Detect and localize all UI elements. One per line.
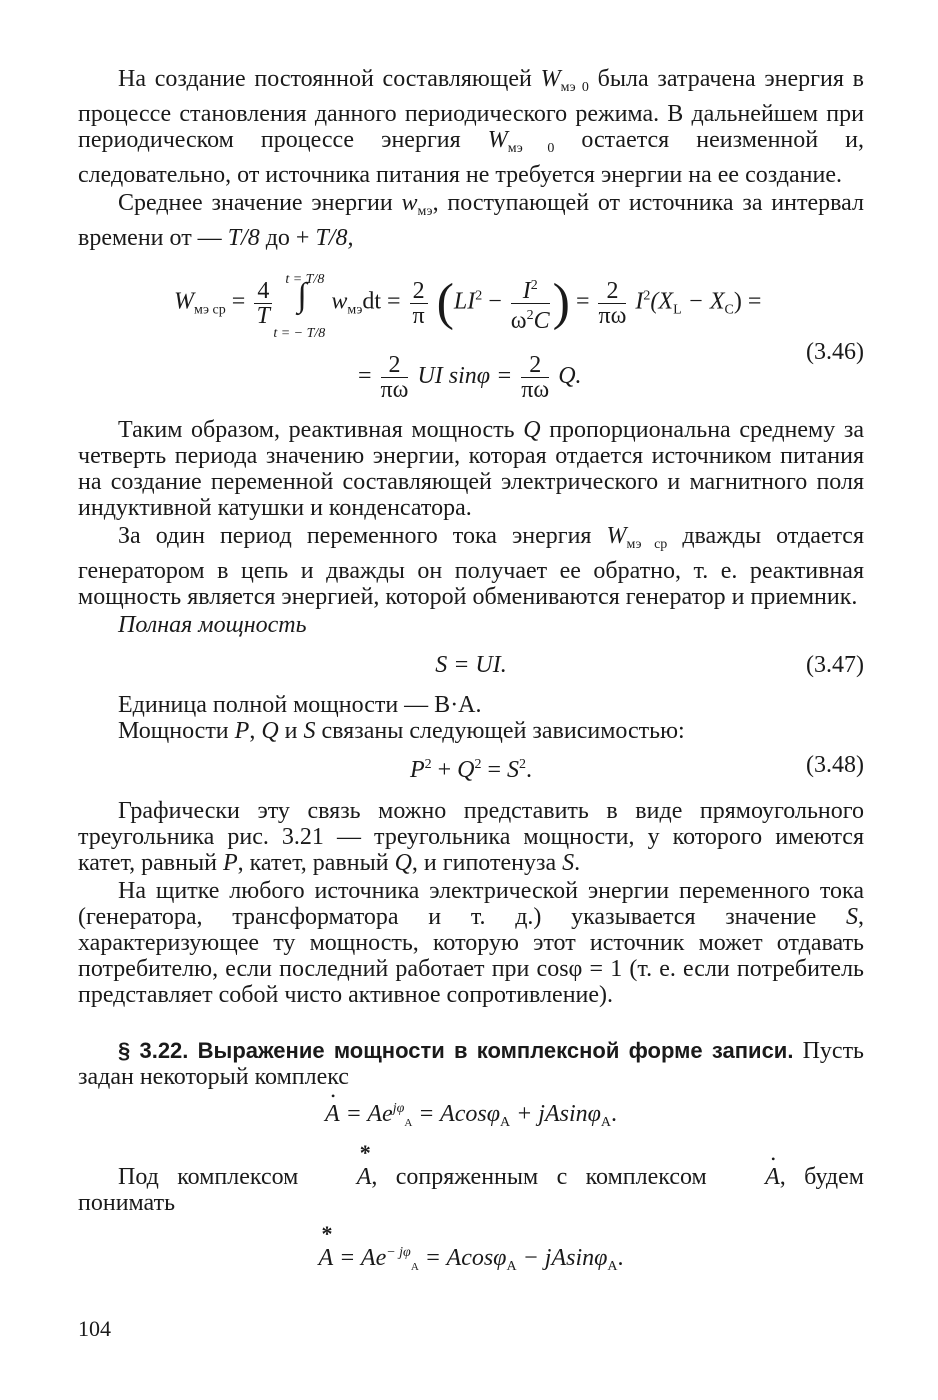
equation-number: (3.47)	[806, 652, 864, 678]
equation-conjugate-A: A * = $Ae^{- j\varphi}_A = Acos\varphi_A - jAsin\varphi_A$.	[78, 1240, 864, 1274]
equation-3-46-line1: $W_{мэ ср}$ = $\frac{4}{T}$ t = T/8 ∫ t = − T/8 $w_{мэ}dt$ = $\frac{2}{\pi}$ ($LI^2$ − $\frac{I^2}{\omega^2C}$ ) = $\frac{2}{\pi\omega}$ $I^2(X_L - X_C)$ =	[174, 272, 762, 341]
paragraph-3: Таким образом, реактивная мощность Q пропорциональна среднему за четверть периода значению энергии, которая отдается источником питания на создание переменной составляющей электрического и магнитного поля индуктивной катушки и конденсатора.	[78, 417, 865, 521]
integral-sign: t = T/8 ∫ t = − T/8	[273, 272, 326, 341]
subheading-full-power: Полная мощность	[118, 612, 307, 638]
equation-number: (3.46)	[806, 339, 864, 365]
paragraph-1: На создание постоянной составляющей $W_{мэ 0}$ была затрачена энергия в процессе становления данного периодического режима. В дальнейшем при периодическом процессе энергия $W_{мэ 0}$ остается неизменной и, следовательно, от источника питания не требуется энергии на ее создание.	[78, 66, 865, 188]
paragraph-5: Единица полной мощности — В·А.	[118, 692, 482, 718]
equation-3-47: S = UI. (3.47)	[435, 652, 864, 678]
paragraph-6: Мощности P, Q и S связаны следующей зависимостью:	[118, 718, 685, 744]
equation-number: (3.48)	[806, 752, 864, 778]
paragraph-2: Среднее значение энергии $w_{мэ}$, поступающей от источника за интервал времени от — T/8 до + T/8,	[78, 190, 864, 251]
paragraph-7: Графически эту связь можно представить в виде прямоугольного треугольника рис. 3.21 — треугольника мощности, у которого имеются катет, равный P, катет, равный Q, и гипотенуза S.	[78, 798, 864, 876]
paragraph-9: Под комплексом A *, сопряженным с комплексом A •, будем понимать	[78, 1164, 864, 1216]
paragraph-4: За один период переменного тока энергия $W_{мэ ср}$ дважды отдается генератором в цепь и дважды он получает ее обратно, т. е. реактивная мощность является энергией, которой обмениваются генератор и приемник.	[78, 523, 864, 610]
equation-3-46-line2: = $\frac{2}{\pi\omega}$ UI sinφ = $\frac{2}{\pi\omega}$ Q. (3.46)	[358, 339, 864, 403]
page-body	[78, 66, 864, 1274]
section-heading: § 3.22. Выражение мощности в комплексной форме записи. Пусть задан некоторый комплекс	[78, 1038, 864, 1090]
equation-complex-A: A • = $Ae^{j\varphi}_A = Acos\varphi_A + jAsin\varphi_A$.	[78, 1096, 864, 1130]
page-number: 104	[78, 1316, 111, 1341]
paragraph-8: На щитке любого источника электрической энергии переменного тока (генератора, трансформатора и т. д.) указывается значение S, характеризующее ту мощность, которую этот источник может отдавать потребителю, если последний работает при cosφ = 1 (т. е. если потребитель представляет собой чисто активное сопротивление).	[78, 878, 864, 1008]
equation-3-48: $P^2 + Q^2 = S^2$. (3.48)	[409, 752, 864, 783]
